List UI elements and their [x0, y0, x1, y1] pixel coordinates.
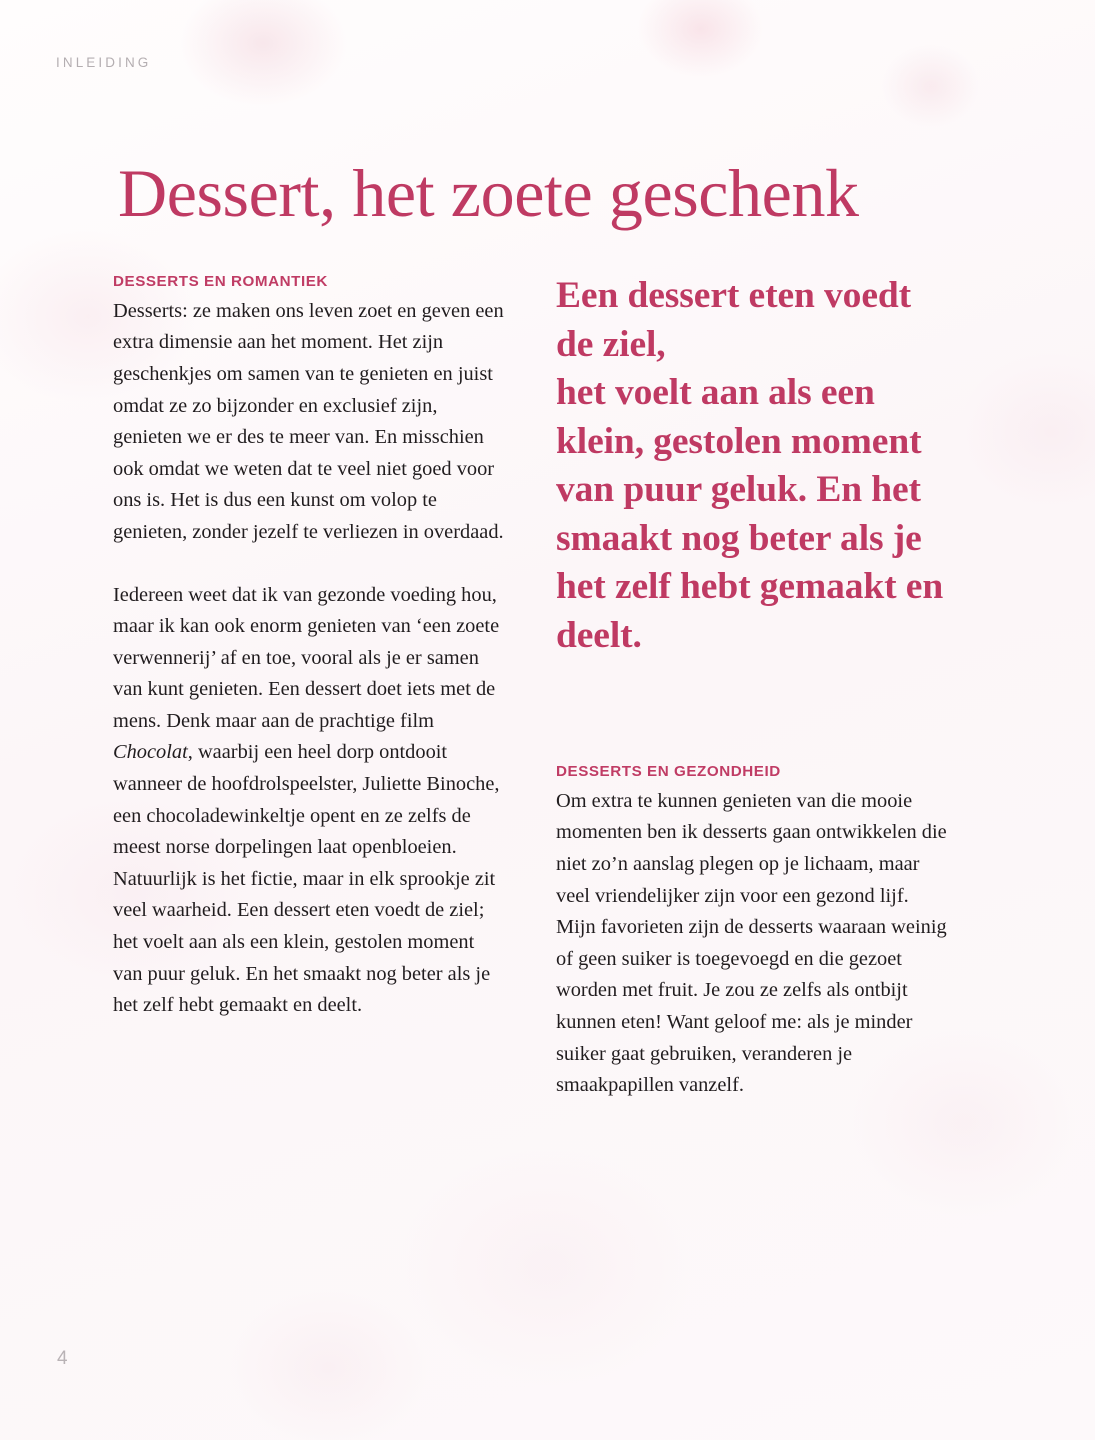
right-column-section-gezondheid	[556, 762, 952, 1102]
pull-quote: Een dessert eten voedt de ziel, het voelt aan als een klein, gestolen moment van puur geluk. En het smaakt nog beter als je het zelf hebt gemaakt en deelt.	[556, 275, 944, 656]
paragraph-2-text-after-title: , waarbij een heel dorp ontdooit wanneer de hoofdrolspeelster, Juliette Binoche, een chocoladewinkeltje opent en ze zelfs de meest norse dorpelingen laat openbloeien. Natuurlijk is het fictie, maar in elk sprookje zit veel waarheid. Een dessert eten voedt de ziel; het voelt aan als een klein, gestolen moment van puur geluk. En het smaakt nog beter als je het zelf hebt gemaakt en deelt.	[113, 741, 500, 1017]
running-head: INLEIDING	[56, 55, 152, 70]
page-number: 4	[57, 1348, 68, 1369]
right-column-paragraph-1: Om extra te kunnen genieten van die mooie momenten ben ik desserts gaan ontwikkelen die niet zo’n aanslag plegen op je lichaam, maar veel vriendelijker zijn voor een gezond lijf. Mijn favorieten zijn de desserts waaraan weinig of geen suiker is toegevoegd en die gezoet worden met fruit. Je zou ze zelfs als ontbijt kunnen eten! Want geloof me: als je minder suiker gaat gebruiken, veranderen je smaakpapillen vanzelf.	[556, 789, 947, 1097]
left-column-paragraph-2	[113, 580, 505, 1022]
left-column-kicker: DESSERTS EN ROMANTIEK	[113, 273, 328, 290]
right-column-kicker: DESSERTS EN GEZONDHEID	[556, 763, 781, 780]
left-column	[113, 272, 505, 1022]
paragraph-2-text-before-title: Iedereen weet dat ik van gezonde voeding hou, maar ik kan ook enorm genieten van ‘een zoete verwennerij’ af en toe, vooral als je er samen van kunt genieten. Een dessert doet iets met de mens. Denk maar aan de prachtige film	[113, 583, 500, 732]
page-title: Dessert, het zoete geschenk	[118, 154, 859, 231]
film-title-chocolat: Chocolat	[113, 741, 188, 764]
left-column-paragraph-1: Desserts: ze maken ons leven zoet en geven een extra dimensie aan het moment. Het zijn geschenkjes om samen van te genieten en juist omdat ze zo bijzonder en exclusief zijn, genieten we er des te meer van. En misschien ook omdat we weten dat te veel niet goed voor ons is. Het is dus een kunst om volop te genieten, zonder jezelf te verliezen in overdaad.	[113, 299, 504, 543]
right-column	[556, 272, 948, 660]
